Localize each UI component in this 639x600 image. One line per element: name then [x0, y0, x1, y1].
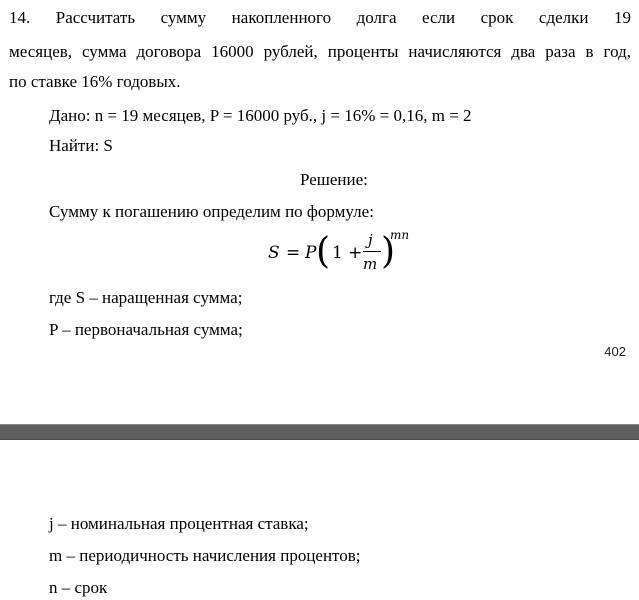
formula-left-paren: ( [316, 231, 331, 272]
page-number: 402 [604, 344, 626, 359]
definition-j: j – номинальная процентная ставка; [49, 514, 309, 533]
formula-p: P [305, 243, 317, 263]
formula-denominator-m: m [363, 255, 378, 273]
formula-right-paren: ) [381, 231, 396, 272]
definition-s: где S – наращенная сумма; [49, 288, 243, 307]
formula-one: 1 [332, 243, 343, 263]
formula-fraction-bar [363, 251, 381, 252]
definition-n: n – срок [49, 578, 108, 597]
formula-plus: + [348, 243, 363, 263]
solution-heading: Решение: [300, 170, 368, 189]
problem-line-2: месяцев, сумма договора 16000 рублей, проценты начисляются два раза в год, [9, 42, 631, 61]
formula-intro: Сумму к погашению определим по формуле: [49, 202, 374, 221]
definition-m: m – периодичность начисления процентов; [49, 546, 361, 565]
formula-s: S [268, 243, 280, 263]
formula-equals: = [286, 243, 301, 263]
document-page-403 [0, 440, 639, 600]
find-line: Найти: S [49, 136, 113, 155]
definition-p: P – первоначальная сумма; [49, 320, 243, 339]
problem-line-1: 14. Рассчитать сумму накопленного долга если срок сделки 19 [9, 8, 631, 27]
formula-exponent: mn [390, 228, 410, 242]
problem-line-3: по ставке 16% годовых. [9, 72, 181, 91]
formula-numerator-j: j [368, 231, 373, 249]
given-line: Дано: n = 19 месяцев, P = 16000 руб., j = 16% = 0,16, m = 2 [49, 106, 472, 125]
page-separator [0, 424, 639, 440]
